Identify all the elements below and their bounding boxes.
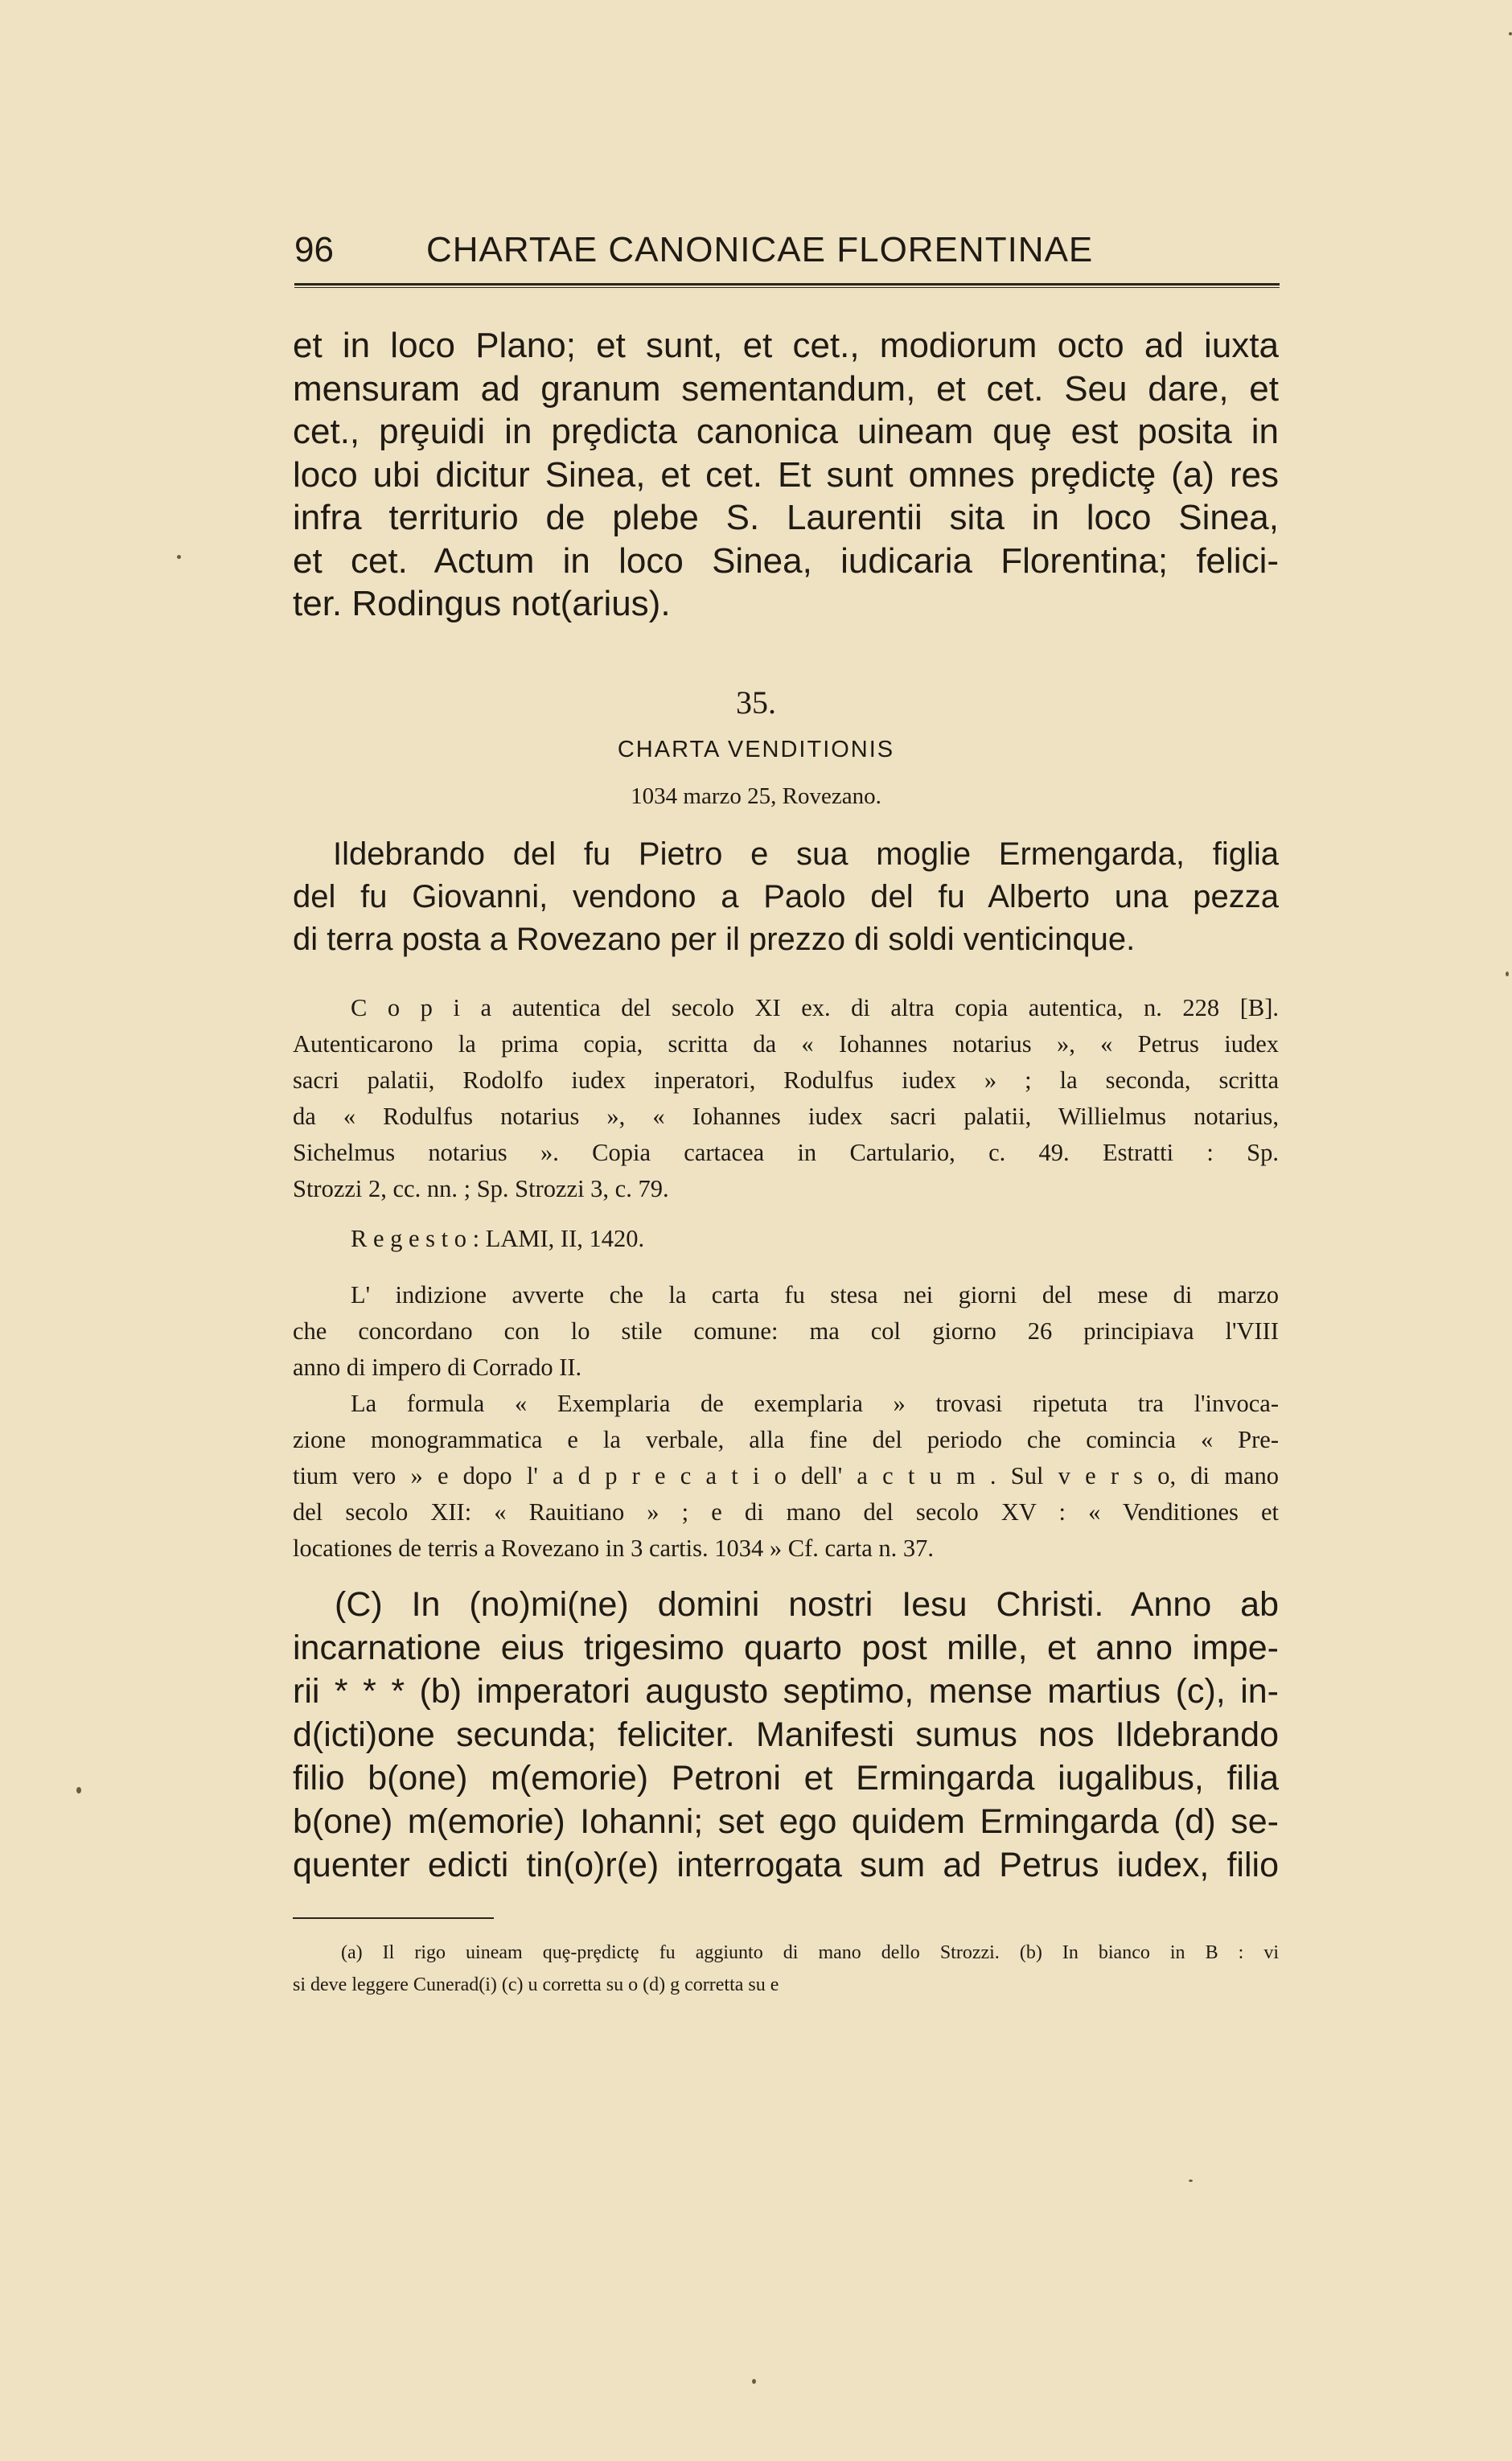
commentary-line: anno di impero di Corrado II. bbox=[293, 1354, 582, 1381]
intro-line: ter. Rodingus not(arius). bbox=[293, 584, 671, 623]
apparatus-paragraph bbox=[293, 990, 1279, 1207]
summary-line: del fu Giovanni, vendono a Paolo del fu Alberto una pezza bbox=[293, 879, 1279, 914]
footnote-line: (a) Il rigo uineam quȩ-prȩdictȩ fu aggiunto di mano dello Strozzi. (b) In bianco in B : vi bbox=[341, 1942, 1279, 1963]
apparatus-line: Autenticarono la prima copia, scritta da « Iohannes notarius », « Petrus iudex bbox=[293, 1030, 1279, 1058]
paper-speck bbox=[1509, 32, 1512, 35]
commentary-line: L' indizione avverte che la carta fu stesa nei giorni del mese di marzo bbox=[351, 1281, 1279, 1309]
commentary-line: tium vero » e dopo l' a d p r e c a t i o dell' a c t u m . Sul v e r s o, di mano bbox=[293, 1462, 1279, 1489]
apparatus-line: C o p i a autentica del secolo XI ex. di altra copia autentica, n. 228 [B]. bbox=[351, 994, 1279, 1021]
charter-line: quenter edicti tin(o)r(e) interrogata sum ad Petrus iudex, filio bbox=[293, 1846, 1279, 1884]
intro-line: cet., prȩuidi in prȩdicta canonica uineam quȩ est posita in bbox=[293, 412, 1279, 451]
apparatus-line: Strozzi 2, cc. nn. ; Sp. Strozzi 3, c. 79. bbox=[293, 1175, 669, 1202]
charter-line: (C) In (no)mi(ne) domini nostri Iesu Christi. Anno ab bbox=[335, 1585, 1279, 1624]
apparatus-line: da « Rodulfus notarius », « Iohannes iudex sacri palatii, Willielmus notarius, bbox=[293, 1103, 1279, 1130]
apparatus-line: Sichelmus notarius ». Copia cartacea in Cartulario, c. 49. Estratti : Sp. bbox=[293, 1139, 1279, 1166]
commentary-line: del secolo XII: « Rauitiano » ; e di mano del secolo XV : « Venditiones et bbox=[293, 1498, 1279, 1526]
document-number: 35. bbox=[736, 684, 776, 721]
commentary-paragraph bbox=[293, 1277, 1279, 1567]
document-title: CHARTA VENDITIONIS bbox=[617, 737, 895, 762]
paper-speck bbox=[1506, 972, 1509, 976]
intro-paragraph bbox=[293, 324, 1279, 626]
footnote-line: si deve leggere Cunerad(i) (c) u corretta su o (d) g corretta su e bbox=[293, 1974, 779, 1995]
header-rule bbox=[294, 283, 1280, 286]
charter-text bbox=[293, 1583, 1279, 1887]
paper-speck bbox=[1189, 2180, 1193, 2182]
footnotes bbox=[293, 1937, 1279, 2001]
summary-paragraph bbox=[293, 833, 1279, 961]
intro-line: mensuram ad granum sementandum, et cet. Seu dare, et bbox=[293, 368, 1279, 409]
summary-line: di terra posta a Rovezano per il prezzo di soldi venticinque. bbox=[293, 922, 1136, 957]
page-header bbox=[294, 227, 1280, 291]
commentary-line: La formula « Exemplaria de exemplaria » trovasi ripetuta tra l'invoca- bbox=[351, 1390, 1279, 1417]
regesto-line: R e g e s t o : LAMI, II, 1420. bbox=[351, 1225, 645, 1252]
commentary-line: locationes de terris a Rovezano in 3 cartis. 1034 » Cf. carta n. 37. bbox=[293, 1535, 934, 1562]
footnote-rule bbox=[293, 1917, 494, 1919]
paper-speck bbox=[76, 1787, 81, 1793]
intro-line: et cet. Actum in loco Sinea, iudicaria Florentina; felici- bbox=[293, 540, 1279, 581]
intro-line: loco ubi dicitur Sinea, et cet. Et sunt omnes prȩdictȩ (a) res bbox=[293, 454, 1279, 495]
running-title: CHARTAE CANONICAE FLORENTINAE bbox=[426, 230, 1094, 269]
charter-line: filio b(one) m(emorie) Petroni et Ermingarda iugalibus, filia bbox=[293, 1759, 1279, 1797]
charter-line: incarnatione eius trigesimo quarto post mille, et anno impe- bbox=[293, 1629, 1279, 1667]
intro-line: et in loco Plano; et sunt, et cet., modiorum octo ad iuxta bbox=[293, 326, 1279, 365]
document-date: 1034 marzo 25, Rovezano. bbox=[631, 783, 881, 809]
paper-speck bbox=[177, 555, 181, 559]
charter-line: rii * * * (b) imperatori augusto septimo, mense martius (c), in- bbox=[293, 1672, 1279, 1711]
page-number: 96 bbox=[294, 230, 334, 269]
intro-line: infra territurio de plebe S. Laurentii sita in loco Sinea, bbox=[293, 498, 1279, 537]
charter-line: b(one) m(emorie) Iohanni; set ego quidem Ermingarda (d) se- bbox=[293, 1802, 1279, 1841]
commentary-line: zione monogrammatica e la verbale, alla fine del periodo che comincia « Pre- bbox=[293, 1426, 1279, 1453]
summary-line: Ildebrando del fu Pietro e sua moglie Ermengarda, figlia bbox=[333, 836, 1279, 872]
commentary-line: che concordano con lo stile comune: ma col giorno 26 principiava l'VIII bbox=[293, 1317, 1279, 1345]
paper-speck bbox=[752, 2379, 756, 2384]
header-rule-thin bbox=[294, 287, 1280, 288]
regesto bbox=[293, 1221, 1279, 1257]
apparatus-line: sacri palatii, Rodolfo iudex inperatori, Rodulfus iudex » ; la seconda, scritta bbox=[293, 1066, 1279, 1094]
charter-line: d(icti)one secunda; feliciter. Manifesti sumus nos Ildebrando bbox=[293, 1715, 1279, 1754]
